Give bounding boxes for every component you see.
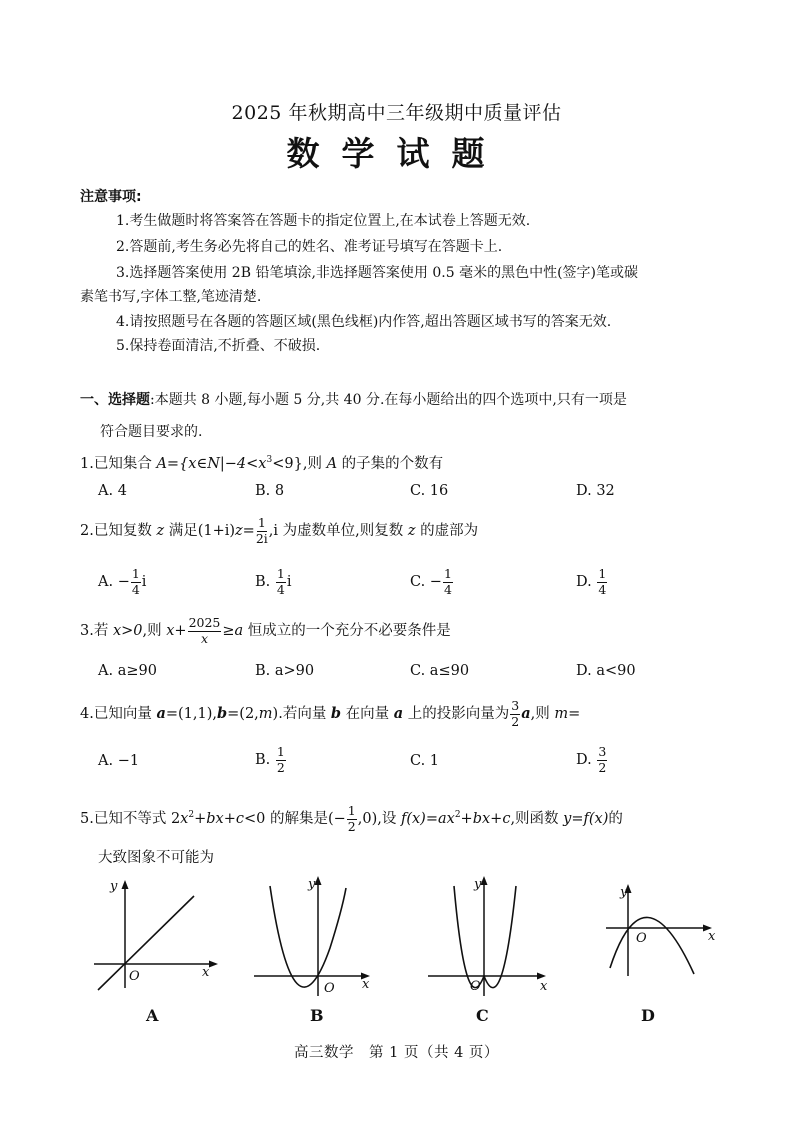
q4-vec-a-2: a — [393, 705, 404, 722]
section-desc: :本题共 8 小题,每小题 5 分,共 40 分.在每小题给出的四个选项中,只有一项是 — [150, 392, 627, 408]
q3-frac-num: 2025 — [188, 615, 221, 630]
q4-m-2: m — [554, 706, 569, 722]
graph-a-line — [98, 896, 194, 990]
graph-c-origin: O — [470, 979, 481, 994]
q2-fraction — [256, 517, 268, 545]
graph-b-x-label: x — [362, 977, 370, 992]
q3-text-3: 恒成立的一个充分不必要条件是 — [243, 623, 451, 639]
q1-option-c[interactable]: C. 16 — [410, 483, 449, 499]
q5-bx: bx — [206, 811, 224, 827]
q2-b-num: 1 — [276, 566, 285, 581]
q2-d-prefix: D. — [576, 574, 597, 590]
q4-d-prefix: D. — [576, 752, 597, 768]
q5-plus-2: + — [223, 811, 236, 827]
q1-text: 1.已知集合 — [80, 456, 157, 472]
q4-b-fraction — [276, 746, 286, 774]
graph-a-x-label: x — [202, 965, 210, 980]
q2-a-den: 4 — [131, 581, 140, 597]
notice-item-5: 5.保持卷面清洁,不折叠、不破损. — [116, 338, 321, 354]
question-5 — [80, 805, 623, 833]
q1-option-b[interactable]: B. 8 — [255, 483, 285, 499]
notice-item-1: 1.考生做题时将答案答在答题卡的指定位置上,在本试卷上答题无效. — [116, 213, 531, 229]
graph-a-y-arrow — [122, 880, 129, 889]
graph-c[interactable] — [424, 872, 554, 1000]
q4-text-3: =(2, — [227, 706, 259, 722]
notice-item-4: 4.请按照题号在各题的答题区域(黑色线框)内作答,超出答题区域书写的答案无效. — [116, 314, 612, 330]
q3-text: 3.若 — [80, 623, 113, 639]
q1-exp: 3 — [266, 455, 273, 466]
notice-item-3: 3.选择题答案使用 2B 铅笔填涂,非选择题答案使用 0.5 毫米的黑色中性(签字)笔或碳 — [116, 265, 638, 281]
q2-c-prefix: C. − — [410, 574, 442, 590]
question-4 — [80, 700, 580, 728]
q4-b-den: 2 — [276, 759, 285, 775]
q2-a-fraction — [131, 568, 141, 596]
question-2 — [80, 517, 478, 545]
q2-a-suffix: i — [141, 574, 147, 590]
q3-ineq: ≥a — [222, 623, 244, 639]
graph-a-x-arrow — [209, 961, 218, 968]
graph-c-y-label: y — [474, 877, 482, 892]
q4-b-prefix: B. — [255, 752, 275, 768]
q3-cond: x>0 — [112, 623, 143, 639]
graph-b-y-label: y — [308, 877, 316, 892]
notice-item-2: 2.答题前,考生务必先将自己的姓名、准考证号填写在答题卡上. — [116, 239, 503, 255]
graph-a-origin: O — [129, 969, 140, 984]
exam-title: 2025 年秋期高中三年级期中质量评估 — [231, 102, 562, 124]
q2-text-4: 的虚部为 — [415, 523, 479, 539]
q4-m: m — [258, 706, 273, 722]
q2-d-den: 4 — [598, 581, 607, 597]
q2-b-fraction — [276, 568, 286, 596]
graph-d-label: D — [641, 1006, 655, 1025]
q2-frac-num: 1 — [257, 515, 266, 530]
q2-d-fraction — [597, 568, 607, 596]
q2-option-b[interactable] — [255, 568, 291, 596]
q2-var: z — [156, 523, 165, 539]
q5-bx-2: bx — [472, 811, 491, 827]
graph-c-curve — [454, 886, 516, 988]
q2-text-2: 满足(1+i) — [164, 523, 236, 539]
q5-frac-num: 1 — [347, 803, 356, 818]
page-footer: 高三数学 第 1 页（共 4 页） — [294, 1045, 499, 1061]
q4-vec-a-3: a — [521, 705, 531, 722]
q5-c-2: c — [502, 811, 511, 827]
q5-fx: f(x) — [400, 811, 426, 827]
q4-option-a[interactable]: A. −1 — [98, 753, 140, 769]
q5-text-3: ,0),设 — [357, 811, 401, 827]
q2-a-num: 1 — [131, 566, 140, 581]
q2-c-num: 1 — [443, 566, 452, 581]
q2-option-c[interactable] — [410, 568, 454, 596]
q4-d-num: 3 — [598, 744, 607, 759]
q2-text: 2.已知复数 — [80, 523, 157, 539]
q2-b-den: 4 — [276, 581, 285, 597]
graph-c-y-arrow — [481, 876, 488, 885]
q4-text-8: = — [568, 706, 581, 722]
q2-var-2: z — [235, 523, 243, 539]
q4-text-4: ).若向量 — [272, 706, 331, 722]
graph-d-y-label: y — [620, 885, 628, 900]
q2-b-prefix: B. — [255, 574, 275, 590]
q1-text-3: 的子集的个数有 — [337, 456, 444, 472]
q4-vec-b-2: b — [330, 705, 342, 722]
q1-option-a[interactable]: A. 4 — [98, 483, 127, 499]
q4-d-den: 2 — [598, 759, 607, 775]
q3-option-d[interactable]: D. a<90 — [576, 663, 636, 679]
q2-b-suffix: i — [286, 574, 292, 590]
q2-option-d[interactable] — [576, 568, 608, 596]
graph-d[interactable] — [600, 880, 730, 980]
q3-plus: + — [174, 623, 187, 639]
q2-c-fraction — [443, 568, 453, 596]
q4-b-num: 1 — [276, 744, 285, 759]
question-3 — [80, 617, 451, 645]
q1-text-2: ,则 — [302, 456, 327, 472]
graph-b-curve — [270, 886, 346, 987]
graph-d-curve — [610, 917, 694, 974]
q5-c: c — [235, 811, 244, 827]
q3-text-2: ,则 — [142, 623, 167, 639]
q1-set-expr: A={x∈N|−4<x — [156, 456, 267, 472]
q5-text-4: ,则函数 — [510, 811, 564, 827]
q4-option-c[interactable]: C. 1 — [410, 753, 440, 769]
q4-text-7: ,则 — [530, 706, 555, 722]
q4-option-d[interactable] — [576, 746, 608, 774]
q3-option-a[interactable]: A. a≥90 — [98, 663, 157, 679]
q5-plus-4: + — [490, 811, 503, 827]
q5-exp: 2 — [188, 810, 195, 821]
q4-vec-b: b — [217, 705, 228, 722]
graph-b-origin: O — [324, 981, 335, 996]
q2-a-prefix: A. − — [98, 574, 130, 590]
graph-d-origin: O — [636, 931, 647, 946]
q2-d-num: 1 — [598, 566, 607, 581]
q2-option-a[interactable] — [98, 568, 146, 596]
q4-text-2: =(1,1), — [165, 706, 217, 722]
q5-text: 5.已知不等式 2 — [80, 811, 181, 827]
graph-a-y-label: y — [110, 879, 118, 894]
graph-b-y-arrow — [315, 876, 322, 885]
q4-text-6: 上的投影向量为 — [403, 706, 510, 722]
q2-frac-den: 2i — [255, 530, 268, 546]
q3-x: x — [166, 623, 175, 639]
notice-heading: 注意事项: — [80, 189, 142, 205]
graph-b-label: B — [310, 1006, 324, 1025]
q4-text-5: 在向量 — [341, 706, 394, 722]
q4-text: 4.已知向量 — [80, 706, 157, 722]
q5-x: x — [180, 811, 189, 827]
q5-exp-2: 2 — [454, 810, 461, 821]
q4-vec-a: a — [156, 705, 166, 722]
section-desc-line2: 符合题目要求的. — [100, 424, 203, 440]
q5-text-5: 的 — [608, 811, 623, 827]
q3-option-b[interactable]: B. a>90 — [255, 663, 315, 679]
graph-a-label: A — [146, 1006, 159, 1025]
q1-var: A — [326, 456, 338, 472]
q1-option-d[interactable]: D. 32 — [576, 483, 615, 499]
q4-d-fraction — [597, 746, 607, 774]
section-heading — [80, 389, 627, 409]
q4-frac-num: 3 — [511, 698, 520, 713]
q5-eq: = — [425, 811, 438, 827]
q4-fraction — [510, 700, 520, 728]
q1-set-expr-end: <9} — [272, 456, 303, 472]
q4-frac-den: 2 — [511, 713, 520, 729]
q5-plus: + — [194, 811, 207, 827]
graph-c-label: C — [476, 1006, 489, 1025]
q3-fraction — [188, 617, 222, 645]
q5-frac-den: 2 — [347, 818, 356, 834]
q5-y: y — [563, 811, 572, 827]
notice-item-3-cont: 素笔书写,字体工整,笔迹清楚. — [80, 289, 262, 305]
q5-fx-2: f(x) — [583, 811, 609, 827]
q3-option-c[interactable]: C. a≤90 — [410, 663, 470, 679]
q5-fraction — [347, 805, 357, 833]
q5-plus-3: + — [460, 811, 473, 827]
q5-eq-2: = — [571, 811, 584, 827]
q2-text-3: ,i 为虚数单位,则复数 — [268, 523, 408, 539]
q4-option-b[interactable] — [255, 746, 287, 774]
q5-line-2: 大致图象不可能为 — [98, 850, 214, 866]
graph-d-x-label: x — [708, 929, 716, 944]
graph-a[interactable] — [88, 876, 220, 996]
q5-text-2: <0 的解集是(− — [244, 811, 346, 827]
question-1 — [80, 452, 443, 473]
graph-b[interactable] — [250, 872, 380, 1000]
graph-c-x-label: x — [540, 979, 548, 994]
section-label: 一、选择题 — [80, 392, 150, 408]
subject-title: 数学试题 — [286, 134, 507, 173]
q5-ax: ax — [437, 811, 455, 827]
q3-frac-den: x — [200, 630, 209, 646]
q2-var-3: z — [407, 523, 416, 539]
q2-c-den: 4 — [443, 581, 452, 597]
q2-eq: = — [242, 523, 255, 539]
